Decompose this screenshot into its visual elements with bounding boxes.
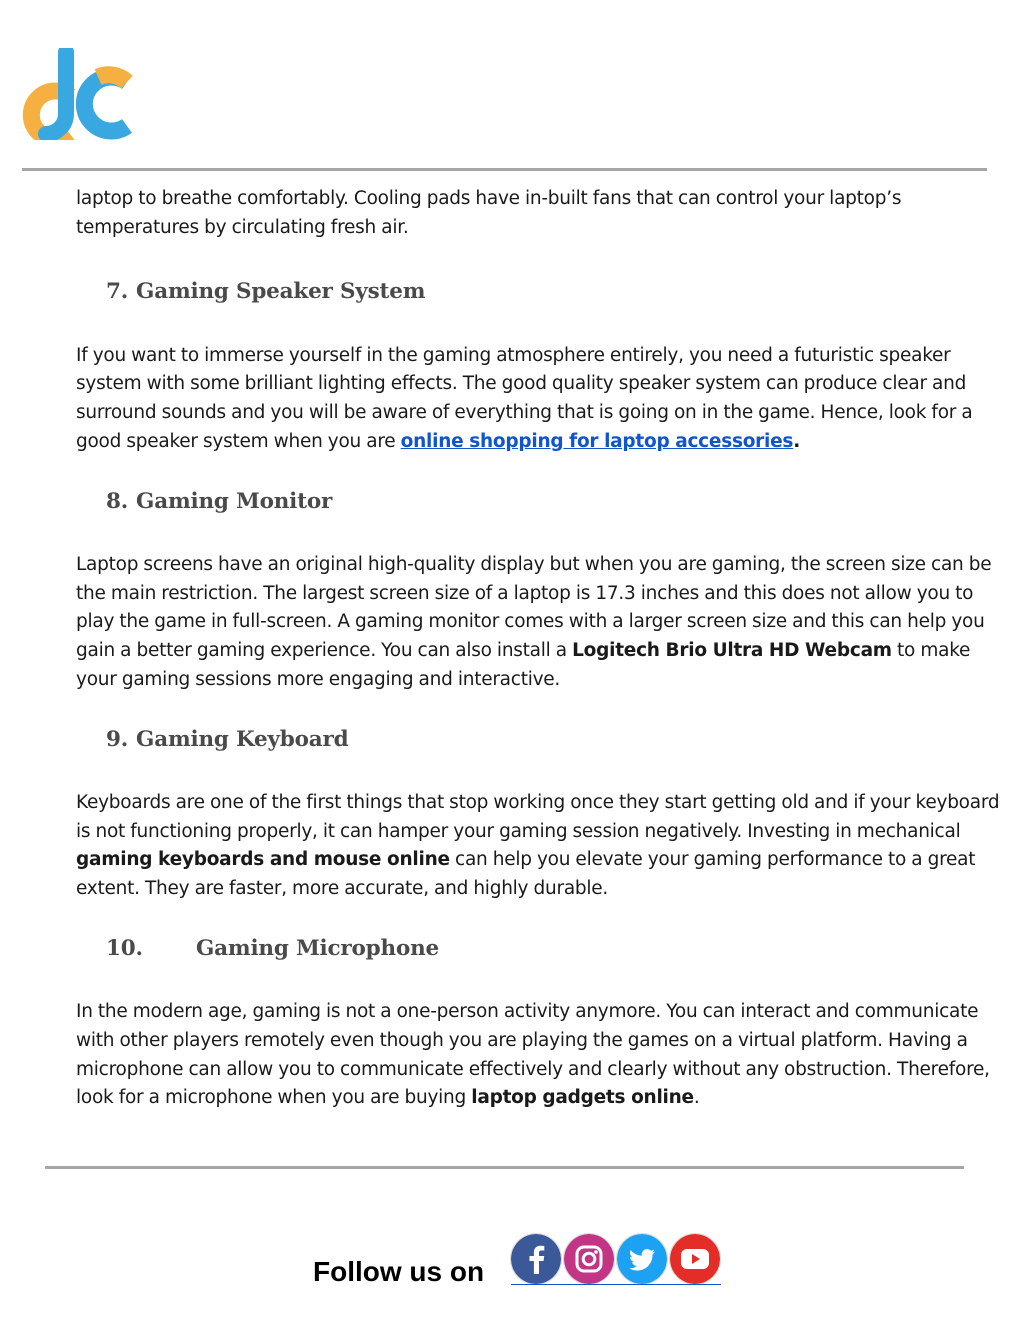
- youtube-icon[interactable]: [670, 1234, 720, 1284]
- heading-gaming-keyboard: [76, 727, 1006, 752]
- twitter-icon[interactable]: [617, 1234, 667, 1284]
- heading-gaming-microphone: [76, 936, 1006, 961]
- facebook-icon[interactable]: [511, 1234, 561, 1284]
- paragraph-gaming-monitor: Laptop screens have an original high-quality display but when you are gaming, the screen size can be the main restriction. The largest screen size of a laptop is 17.3 inches and this does not allow you to play the game in full-screen. A gaming monitor comes with a larger screen size and this can help you gain a better gaming experience. You can also install a Logitech Brio Ultra HD Webcam to make your gaming sessions more engaging and interactive.: [76, 553, 992, 690]
- heading-title: Gaming Keyboard: [136, 726, 349, 752]
- heading-number: 7.: [106, 278, 129, 304]
- heading-title: Gaming Speaker System: [136, 278, 426, 304]
- social-icons[interactable]: [511, 1232, 721, 1288]
- bold-laptop-gadgets: laptop gadgets online: [471, 1087, 694, 1109]
- heading-number: 10.: [106, 935, 143, 961]
- bold-webcam-name: Logitech Brio Ultra HD Webcam: [572, 640, 892, 662]
- social-link-underline: [511, 1284, 721, 1285]
- paragraph-cooling-pad-end: laptop to breathe comfortably. Cooling pads have in-built fans that can control your laptop’s temperatures by circulating fresh air.: [76, 188, 902, 238]
- heading-title: Gaming Monitor: [136, 488, 333, 514]
- paragraph-speaker-system: If you want to immerse yourself in the gaming atmosphere entirely, you need a futuristic speaker system with some brilliant lighting effects. The good quality speaker system can produce clear and surround sounds and you will be aware of everything that is going on in the game. Hence, look for a good speaker system when you are online shopping for laptop accessories.: [76, 344, 973, 452]
- footer-divider: [45, 1166, 964, 1169]
- online-shopping-laptop-accessories-link[interactable]: online shopping for laptop accessories: [400, 430, 794, 452]
- document-body: [76, 185, 1006, 1113]
- heading-gaming-speaker-system: [76, 279, 1006, 304]
- instagram-icon[interactable]: [564, 1234, 614, 1284]
- paragraph-gaming-keyboard: Keyboards are one of the first things that stop working once they start getting old and if your keyboard is not functioning properly, it can hamper your gaming session negatively. Investing in mechanical gaming keyboards and mouse online can help you elevate your gaming performance to a great extent. They are faster, more accurate, and highly durable.: [76, 791, 1000, 900]
- paragraph-gaming-microphone: In the modern age, gaming is not a one-person activity anymore. You can interact and communicate with other players remotely even though you are playing the games on a virtual platform. Having a microphone can allow you to communicate effectively and clearly without any obstruction. Therefore, look for a microphone when you are buying laptop gadgets online.: [76, 1000, 990, 1109]
- heading-number: 9.: [106, 726, 129, 752]
- dc-logo: [22, 48, 134, 140]
- heading-number: 8.: [106, 488, 129, 514]
- bold-keyboards-mouse: gaming keyboards and mouse online: [76, 849, 450, 871]
- header-divider: [22, 168, 987, 171]
- heading-title: Gaming Microphone: [196, 935, 439, 961]
- follow-us-footer: [313, 1232, 733, 1292]
- follow-us-label: Follow us on: [313, 1256, 485, 1287]
- heading-gaming-monitor: [76, 489, 1006, 514]
